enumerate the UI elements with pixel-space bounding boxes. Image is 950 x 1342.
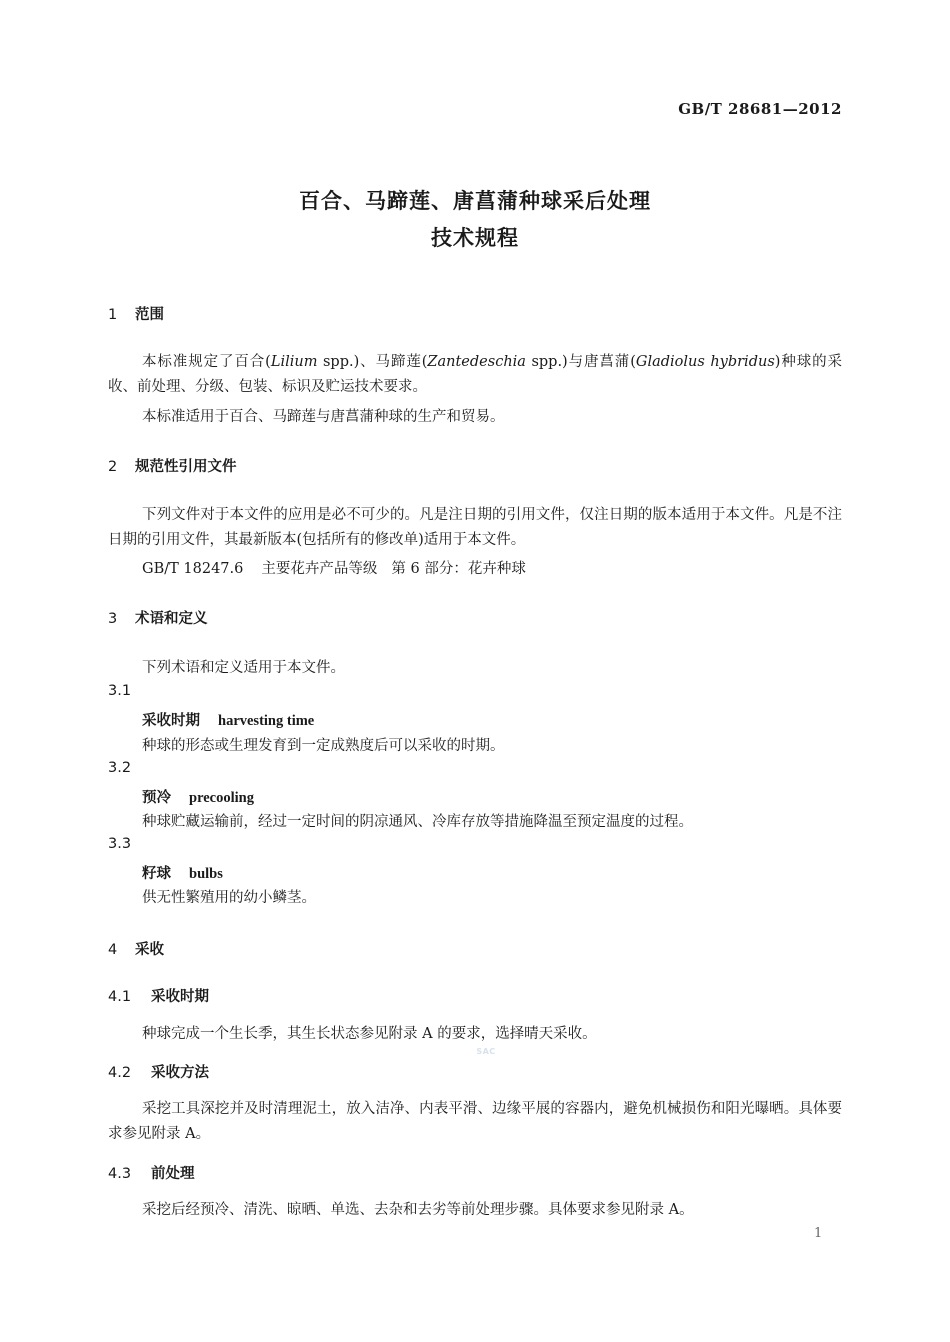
- reference-title: 主要花卉产品等级: [261, 561, 378, 577]
- scope-paragraph-2: 本标准适用于百合、马蹄莲与唐菖蒲种球的生产和贸易。: [142, 409, 505, 425]
- scope-paragraph-1: [108, 350, 842, 400]
- normative-reference: [142, 557, 526, 578]
- terms-intro: 下列术语和定义适用于本文件。: [142, 660, 345, 676]
- section-4-heading: [108, 938, 164, 959]
- latin-name: Lilium: [270, 354, 318, 370]
- subsection-number: 4.3: [108, 1166, 132, 1182]
- section-title: 术语和定义: [135, 611, 208, 627]
- section-number: 1: [108, 307, 118, 323]
- section-1-heading: [108, 303, 164, 324]
- subsection-4-3-text: 采挖后经预冷、清洗、晾晒、单选、去杂和去劣等前处理步骤。具体要求参见附录 A。: [142, 1202, 694, 1218]
- term-en: harvesting time: [218, 713, 315, 729]
- subsection-title: 前处理: [151, 1166, 195, 1182]
- term-zh: 籽球: [142, 866, 171, 882]
- term-zh: 采收时期: [142, 713, 200, 729]
- text-run: )种球的采收、前处理、分级、包装、标识及贮运技术要求。: [108, 354, 843, 395]
- term-en: bulbs: [189, 866, 223, 882]
- term-number: 3.3: [108, 836, 132, 852]
- section-number: 3: [108, 611, 118, 627]
- reference-part: 第 6 部分：花卉种球: [391, 561, 526, 577]
- term-bulbs: [142, 862, 223, 883]
- document-title-line2: 技术规程: [431, 226, 519, 250]
- standard-code: GB/T 28681—2012: [678, 100, 842, 118]
- section-title: 采收: [135, 942, 164, 958]
- text-run: 本标准规定了百合(: [142, 354, 271, 370]
- page-number: 1: [814, 1226, 823, 1241]
- term-precooling: [142, 786, 254, 807]
- subsection-number: 4.2: [108, 1065, 132, 1081]
- term-zh: 预冷: [142, 790, 171, 806]
- section-3-heading: [108, 607, 208, 628]
- subsection-title: 采收时期: [151, 989, 209, 1005]
- subsection-title: 采收方法: [151, 1065, 209, 1081]
- term-definition: 供无性繁殖用的幼小鳞茎。: [142, 890, 316, 906]
- section-title: 规范性引用文件: [135, 459, 237, 475]
- latin-name: Gladiolus hybridus: [635, 354, 775, 370]
- subsection-4-2-text: 采挖工具深挖并及时清理泥土，放入洁净、内表平滑、边缘平展的容器内，避免机械损伤和阳光曝晒。具体要求参见附录 A。: [108, 1101, 842, 1142]
- latin-name: Zantedeschia: [427, 354, 526, 370]
- text-run: spp.)、马蹄莲(: [317, 354, 428, 370]
- section-2-heading: [108, 455, 237, 476]
- subsection-4-2-heading: [108, 1061, 209, 1082]
- term-number: 3.2: [108, 760, 132, 776]
- term-definition: 种球贮藏运输前，经过一定时间的阴凉通风、冷库存放等措施降温至预定温度的过程。: [142, 814, 693, 830]
- section-number: 4: [108, 942, 118, 958]
- document-title-line1: 百合、马蹄莲、唐菖蒲种球采后处理: [299, 189, 651, 213]
- text-run: spp.)与唐菖蒲(: [525, 354, 636, 370]
- subsection-number: 4.1: [108, 989, 132, 1005]
- sac-watermark: SAC: [476, 1047, 496, 1056]
- subsection-4-3-heading: [108, 1162, 195, 1183]
- term-en: precooling: [189, 790, 254, 806]
- subsection-4-1-heading: [108, 985, 209, 1006]
- section-number: 2: [108, 459, 118, 475]
- reference-code: GB/T 18247.6: [142, 561, 244, 577]
- term-definition: 种球的形态或生理发育到一定成熟度后可以采收的时期。: [142, 738, 505, 754]
- term-number: 3.1: [108, 683, 132, 699]
- subsection-4-1-text: 种球完成一个生长季，其生长状态参见附录 A 的要求，选择晴天采收。: [142, 1026, 597, 1042]
- term-harvesting-time: [142, 709, 314, 730]
- section-title: 范围: [135, 307, 164, 323]
- normative-paragraph: 下列文件对于本文件的应用是必不可少的。凡是注日期的引用文件，仅注日期的版本适用于本文件。凡是不注日期的引用文件，其最新版本(包括所有的修改单)适用于本文件。: [108, 507, 842, 548]
